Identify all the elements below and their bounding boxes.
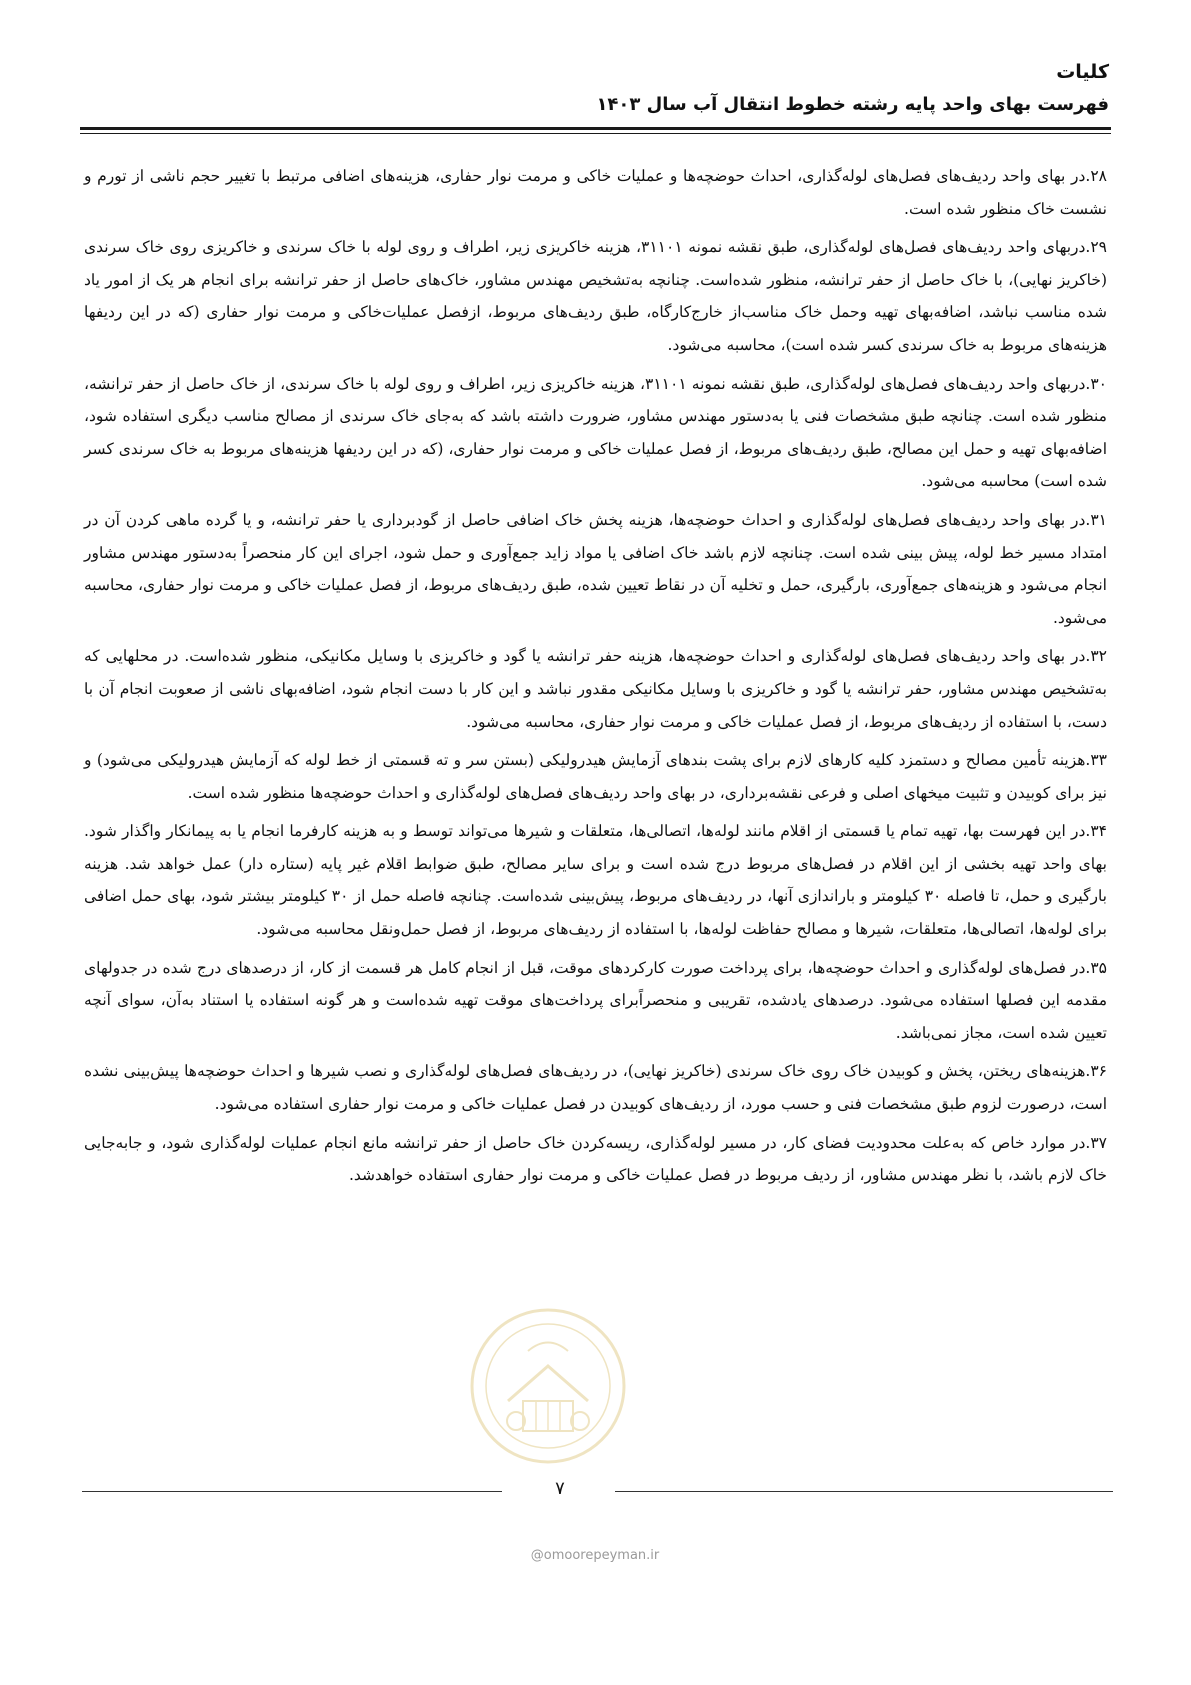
paragraph-34: ۳۴.در این فهرست بها، تهیه تمام یا قسمتی از اقلام مانند لوله‌ها، اتصالی‌ها، متعلقات و شیرها می‌تواند توسط و به هزینه کارفرما انجام یا به پیمانکار واگذار شود. بهای واحد تهیه بخشی از این اقلام در فصل‌های مربوط درج شده است و برای سایر مصالح، طبق ضوابط اقلام غیر پایه (ستاره دار) عمل خواهد شد. هزینه بارگیری و حمل، تا فاصله ۳۰ کیلومتر و باراندازی آنها، در ردیف‌های مربوط، پیش‌بینی شده‌است. چنانچه فاصله حمل از ۳۰ کیلومتر بیشتر شود، بهای حمل اضافی برای لوله‌ها، اتصالی‌ها، متعلقات، شیرها و مصالح حفاظت لوله‌ها، با استفاده از ردیف‌های مربوط، از فصل حمل‌ونقل محاسبه می‌شود. <box>84 822 1107 939</box>
paragraph-31: ۳۱.در بهای واحد ردیف‌های فصل‌های لوله‌گذاری و احداث حوضچه‌ها، هزینه پخش خاک اضافی حاصل از گودبرداری یا حفر ترانشه، و یا گرده ماهی کردن آن در امتداد مسیر خط لوله، پیش بینی شده است. چنانچه لازم باشد خاک اضافی یا مواد زاید جمع‌آوری و حمل شود، اجرای این کار منحصراً به‌دستور مهندس مشاور انجام می‌شود و هزینه‌های جمع‌آوری، بارگیری، حمل و تخلیه آن در نقاط تعیین شده، طبق ردیف‌های مربوط، از فصل عملیات خاکی و مرمت نوار حفاری، محاسبه می‌شود. <box>84 510 1107 627</box>
section-title: کلیات <box>1056 61 1109 83</box>
body-text <box>84 160 1107 1198</box>
paragraph-36: ۳۶.هزینه‌های ریختن، پخش و کوبیدن خاک روی خاک سرندی (خاکریز نهایی)، در ردیف‌های فصل‌های لوله‌گذاری و نصب شیرها و احداث حوضچه‌ها پیش‌بینی نشده است، درصورت لزوم طبق مشخصات فنی و حسب مورد، از ردیف‌های کوبیدن در فصل عملیات خاکی و مرمت نوار حفاری استفاده می‌شود. <box>84 1062 1107 1114</box>
footer-rule-left <box>82 1491 502 1492</box>
paragraph-32: ۳۲.در بهای واحد ردیف‌های فصل‌های لوله‌گذاری و احداث حوضچه‌ها، هزینه حفر ترانشه یا گود و خاکریزی با وسایل مکانیکی، منظور شده‌است. در محلهایی که به‌تشخیص مهندس مشاور، حفر ترانشه یا گود و خاکریزی با وسایل مکانیکی مقدور نباشد و این کار با دست انجام شود، اضافه‌بهای ناشی از صعوبت انجام آن با دست، با استفاده از ردیف‌های مربوط، از فصل عملیات خاکی و مرمت نوار حفاری، محاسبه می‌شود. <box>84 647 1107 731</box>
paragraph-30: ۳۰.دربهای واحد ردیف‌های فصل‌های لوله‌گذاری، طبق نقشه نمونه ۳۱۱۰۱، هزینه خاکریزی زیر، اطراف و روی لوله با خاک سرندی، از خاک حاصل از حفر ترانشه، منظور شده است. چنانچه طبق مشخصات فنی یا به‌دستور مهندس مشاور، ضرورت داشته باشد که به‌جای خاک سرندی از مصالح مناسب دیگری استفاده شود، اضافه‌بهای تهیه و حمل این مصالح، طبق ردیف‌های مربوط، از فصل عملیات خاکی و مرمت نوار حفاری، (که در این ردیفها هزینه‌های مربوط به خاک سرندی کسر شده است) محاسبه می‌شود. <box>84 374 1107 491</box>
paragraph-29: ۲۹.دربهای واحد ردیف‌های فصل‌های لوله‌گذاری، طبق نقشه نمونه ۳۱۱۰۱، هزینه خاکریزی زیر، اطراف و روی لوله با خاک سرندی و خاکریزی روی خاک سرندی (خاکریز نهایی)، با خاک حاصل از حفر ترانشه، منظور شده‌است. چنانچه به‌تشخیص مهندس مشاور، خاک‌های حاصل از حفر ترانشه برای انجام هر یک از امور یاد شده مناسب نباشد، اضافه‌بهای تهیه وحمل خاک مناسب‌از خارج‌کارگاه، طبق ردیف‌های مربوط، ازفصل عملیات‌خاکی و مرمت نوار حفاری (که در این ردیفها هزینه‌های مربوط به خاک سرندی کسر شده است)، محاسبه می‌شود. <box>84 238 1107 354</box>
footer-rule-right <box>615 1491 1113 1492</box>
paragraph-37: ۳۷.در موارد خاص که به‌علت محدودیت فضای کار، در مسیر لوله‌گذاری، ریسه‌کردن خاک حاصل از حفر ترانشه مانع انجام عملیات لوله‌گذاری شود، و جابه‌جایی خاک لازم باشد، با نظر مهندس مشاور، از ردیف مربوط در فصل عملیات خاکی و مرمت نوار حفاری استفاده خواهدشد. <box>84 1133 1107 1185</box>
website-watermark: @omoorepeyman.ir <box>530 1548 660 1563</box>
page-number: ۷ <box>555 1478 565 1499</box>
page-header <box>82 58 1109 120</box>
header-rule-thin <box>80 133 1111 134</box>
document-title: فهرست بهای واحد پایه رشته خطوط انتقال آب سال ۱۴۰۳ <box>596 94 1109 115</box>
paragraph-33: ۳۳.هزینه تأمین مصالح و دستمزد کلیه کارهای لازم برای پشت بندهای آزمایش هیدرولیکی (بستن سر و ته قسمتی از خط لوله که آزمایش هیدرولیکی می‌شود) و نیز برای کوبیدن و تثبیت میخهای اصلی و فرعی نقشه‌برداری، در بهای واحد ردیف‌های فصل‌های لوله‌گذاری و احداث حوضچه‌ها منظور شده است. <box>84 751 1107 802</box>
paragraph-28: ۲۸.در بهای واحد ردیف‌های فصل‌های لوله‌گذاری، احداث حوضچه‌ها و عملیات خاکی و مرمت نوار حفاری، هزینه‌های اضافی مرتبط با تغییر حجم ناشی از تورم و نشست خاک منظور شده است. <box>84 167 1107 218</box>
paragraph-35: ۳۵.در فصل‌های لوله‌گذاری و احداث حوضچه‌ها، برای پرداخت صورت کارکردهای موقت، قبل از انجام کامل هر قسمت از کار، از درصدهای درج شده در جدولهای مقدمه این فصلها استفاده می‌شود. درصدهای یادشده، تقریبی و منحصراًبرای پرداخت‌های موقت تهیه شده‌است و هر گونه استفاده یا استناد به‌آن، سوای آنچه تعیین شده است، مجاز نمی‌باشد. <box>84 958 1107 1042</box>
seal-logo-icon <box>468 1306 628 1466</box>
header-rule-thick <box>80 127 1111 130</box>
